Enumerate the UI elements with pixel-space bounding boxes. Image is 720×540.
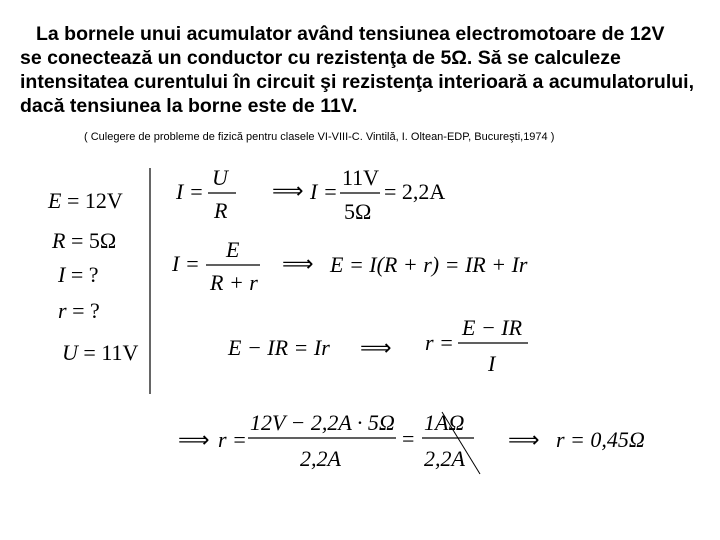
given-u: U = 11V — [62, 340, 139, 365]
problem-line-1: La bornele unui acumulator având tensiunea electromotoare de 12V — [36, 23, 665, 45]
svg-text:I: I — [488, 351, 496, 376]
implies-arrow: ⟹ — [508, 427, 540, 452]
given-r-ext: R = 5Ω — [52, 228, 117, 253]
given-r-int: r = ? — [58, 298, 100, 323]
svg-text:2,2A: 2,2A — [300, 446, 341, 471]
svg-text:E − IR = Ir: E − IR = Ir — [228, 335, 330, 360]
svg-text:1AΩ: 1AΩ — [424, 410, 465, 435]
svg-text:E: E — [226, 237, 240, 262]
svg-text:r = 0,45Ω: r = 0,45Ω — [556, 427, 645, 452]
svg-text:2,2A: 2,2A — [424, 446, 465, 471]
given-e: E = 12V — [48, 188, 123, 213]
svg-text:E = I(R + r) = IR + Ir: E = I(R + r) = IR + Ir — [330, 252, 528, 277]
svg-text:R + r: R + r — [210, 270, 258, 295]
problem-line-4: dacă tensiunea la borne este de 11V. — [20, 95, 358, 117]
source-citation: ( Culegere de probleme de fizică pentru clasele VI-VIII-C. Vintilă, I. Oltean-EDP, Bucureşti,1974 ) — [84, 131, 555, 143]
svg-text:U: U — [212, 165, 228, 190]
step-4 — [178, 410, 645, 474]
implies-arrow: ⟹ — [178, 427, 210, 452]
svg-text:r =: r = — [425, 330, 454, 355]
implies-arrow: ⟹ — [282, 251, 314, 276]
svg-text:I =: I = — [310, 179, 338, 204]
svg-text:I =: I = — [172, 251, 200, 276]
step-3 — [227, 315, 528, 376]
svg-text:I =: I = — [176, 179, 204, 204]
svg-text:=: = — [402, 426, 415, 451]
step-2 — [171, 237, 528, 295]
svg-text:11V: 11V — [342, 165, 380, 190]
svg-text:E − IR: E − IR — [462, 315, 523, 340]
svg-text:5Ω: 5Ω — [344, 199, 372, 224]
given-i: I = ? — [58, 262, 99, 287]
implies-arrow: ⟹ — [360, 335, 392, 360]
step-1 — [175, 165, 445, 224]
svg-text:12V − 2,2A · 5Ω: 12V − 2,2A · 5Ω — [250, 410, 395, 435]
given-data — [47, 188, 138, 365]
implies-arrow: ⟹ — [272, 178, 304, 203]
svg-text:= 2,2A: = 2,2A — [384, 179, 446, 204]
svg-text:R: R — [214, 198, 228, 223]
svg-text:r =: r = — [218, 427, 247, 452]
problem-line-2: se conectează un conductor cu rezistenţa de 5Ω. Să se calculeze — [20, 47, 621, 69]
problem-line-3: intensitatea curentului în circuit şi rezistenţa interioară a acumulatorului, — [20, 71, 694, 93]
